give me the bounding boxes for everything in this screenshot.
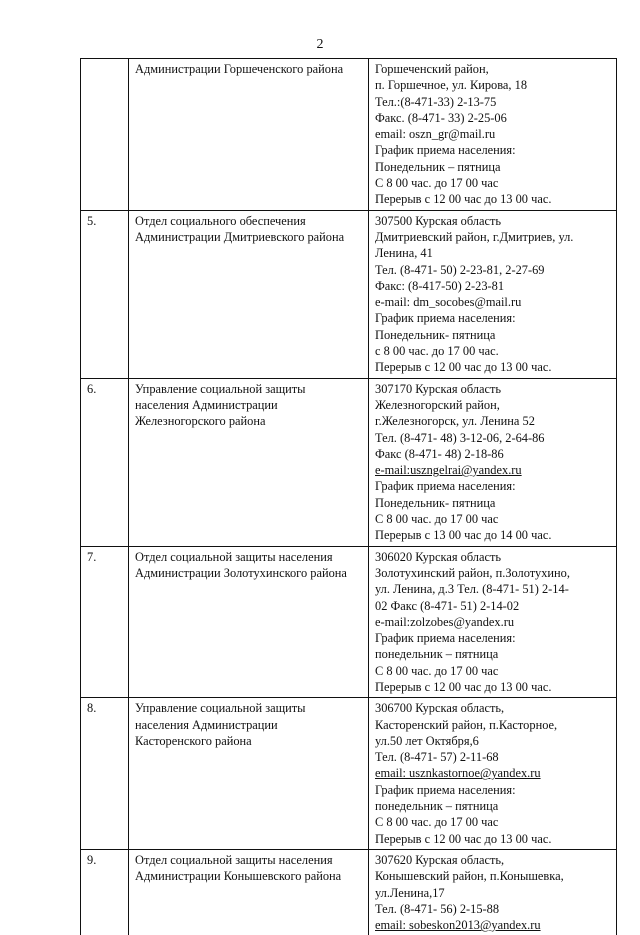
table-row: [81, 210, 617, 378]
contact-info-line: Факс (8-471- 48) 2-18-86: [375, 446, 613, 462]
department-name-line: Администрации Конышевского района: [135, 868, 365, 884]
department-name-line: Администрации Дмитриевского района: [135, 229, 365, 245]
contact-info-line: С 8 00 час. до 17 00 час: [375, 663, 613, 679]
contact-info-line: понедельник – пятница: [375, 646, 613, 662]
contact-info-line: ул. Ленина, д.3 Тел. (8-471- 51) 2-14-: [375, 581, 613, 597]
contact-info-line: Понедельник – пятница: [375, 159, 613, 175]
contact-info-cell: [369, 546, 617, 698]
table-row: [81, 849, 617, 935]
contact-info-line: Дмитриевский район, г.Дмитриев, ул.: [375, 229, 613, 245]
table-row: [81, 59, 617, 211]
contact-info-line: e-mail:zolzobes@yandex.ru: [375, 614, 613, 630]
contact-info-line: График приема населения:: [375, 782, 613, 798]
department-name-line: населения Администрации: [135, 397, 365, 413]
contact-info-line: Железногорский район,: [375, 397, 613, 413]
row-number-cell: 9.: [81, 849, 129, 935]
table-row: [81, 546, 617, 698]
contact-info-line: С 8 00 час. до 17 00 час: [375, 175, 613, 191]
row-number-cell: [81, 59, 129, 211]
department-name-line: Управление социальной защиты: [135, 381, 365, 397]
department-name-line: Управление социальной защиты: [135, 700, 365, 716]
department-name-cell: [129, 698, 369, 850]
contact-info-line: Факс: (8-417-50) 2-23-81: [375, 278, 613, 294]
contact-info-line: Перерыв с 13 00 час до 14 00 час.: [375, 527, 613, 543]
contact-info-line: Понедельник- пятница: [375, 327, 613, 343]
department-name-cell: [129, 210, 369, 378]
department-name-cell: [129, 59, 369, 211]
contact-info-line: С 8 00 час. до 17 00 час: [375, 814, 613, 830]
row-number-cell: 5.: [81, 210, 129, 378]
contact-info-line: Горшеченский район,: [375, 61, 613, 77]
contact-info-line: ул.50 лет Октября,6: [375, 733, 613, 749]
contact-info-line: Факс. (8-471- 33) 2-25-06: [375, 110, 613, 126]
row-number-cell: 6.: [81, 378, 129, 546]
department-name-cell: [129, 849, 369, 935]
contact-info-line: График приема населения:: [375, 478, 613, 494]
contact-info-line: 307500 Курская область: [375, 213, 613, 229]
contact-info-line: г.Железногорск, ул. Ленина 52: [375, 413, 613, 429]
contacts-table: [80, 58, 617, 935]
department-name-cell: [129, 378, 369, 546]
department-name-line: Отдел социальной защиты населения: [135, 549, 365, 565]
contact-info-line: Тел. (8-471- 57) 2-11-68: [375, 749, 613, 765]
contact-info-line: 306700 Курская область,: [375, 700, 613, 716]
row-number-cell: 8.: [81, 698, 129, 850]
contact-info-cell: [369, 849, 617, 935]
contact-info-line: Касторенский район, п.Касторное,: [375, 717, 613, 733]
contact-info-line: График приема населения:: [375, 630, 613, 646]
contacts-table-body: [81, 59, 617, 935]
contact-info-line: С 8 00 час. до 17 00 час: [375, 511, 613, 527]
email-link[interactable]: email: usznkastornoe@yandex.ru: [375, 765, 613, 781]
contact-info-line: Золотухинский район, п.Золотухино,: [375, 565, 613, 581]
table-row: [81, 698, 617, 850]
contact-info-cell: [369, 698, 617, 850]
contact-info-line: Перерыв с 12 00 час до 13 00 час.: [375, 679, 613, 695]
page-number: 2: [0, 37, 640, 53]
department-name-line: Администрации Горшеченского района: [135, 61, 365, 77]
contact-info-line: Перерыв с 12 00 час до 13 00 час.: [375, 191, 613, 207]
contact-info-line: ул.Ленина,17: [375, 885, 613, 901]
contact-info-line: График приема населения:: [375, 142, 613, 158]
contact-info-line: п. Горшечное, ул. Кирова, 18: [375, 77, 613, 93]
department-name-line: Отдел социального обеспечения: [135, 213, 365, 229]
contact-info-line: График приема населения:: [375, 310, 613, 326]
table-row: [81, 378, 617, 546]
contact-info-cell: [369, 378, 617, 546]
email-link[interactable]: email: sobeskon2013@yandex.ru: [375, 917, 613, 933]
contact-info-line: 307170 Курская область: [375, 381, 613, 397]
contact-info-line: Тел. (8-471- 48) 3-12-06, 2-64-86: [375, 430, 613, 446]
contact-info-line: email: oszn_gr@mail.ru: [375, 126, 613, 142]
row-number-cell: 7.: [81, 546, 129, 698]
email-link[interactable]: e-mail:uszngelrai@yandex.ru: [375, 462, 613, 478]
department-name-line: населения Администрации: [135, 717, 365, 733]
contact-info-line: Тел. (8-471- 56) 2-15-88: [375, 901, 613, 917]
contact-info-line: Понедельник- пятница: [375, 495, 613, 511]
department-name-line: Администрации Золотухинского района: [135, 565, 365, 581]
contact-info-line: e-mail: dm_socobes@mail.ru: [375, 294, 613, 310]
department-name-line: Железногорского района: [135, 413, 365, 429]
contact-info-cell: [369, 210, 617, 378]
department-name-line: Касторенского района: [135, 733, 365, 749]
department-name-cell: [129, 546, 369, 698]
contact-info-line: Конышевский район, п.Конышевка,: [375, 868, 613, 884]
contact-info-line: Перерыв с 12 00 час до 13 00 час.: [375, 359, 613, 375]
contact-info-line: 307620 Курская область,: [375, 852, 613, 868]
contact-info-line: Перерыв с 12 00 час до 13 00 час.: [375, 831, 613, 847]
contact-info-cell: [369, 59, 617, 211]
department-name-line: Отдел социальной защиты населения: [135, 852, 365, 868]
contact-info-line: Тел. (8-471- 50) 2-23-81, 2-27-69: [375, 262, 613, 278]
contact-info-line: 02 Факс (8-471- 51) 2-14-02: [375, 598, 613, 614]
contact-info-line: понедельник – пятница: [375, 798, 613, 814]
contact-info-line: Ленина, 41: [375, 245, 613, 261]
contact-info-line: 306020 Курская область: [375, 549, 613, 565]
contact-info-line: Тел.:(8-471-33) 2-13-75: [375, 94, 613, 110]
contact-info-line: с 8 00 час. до 17 00 час.: [375, 343, 613, 359]
